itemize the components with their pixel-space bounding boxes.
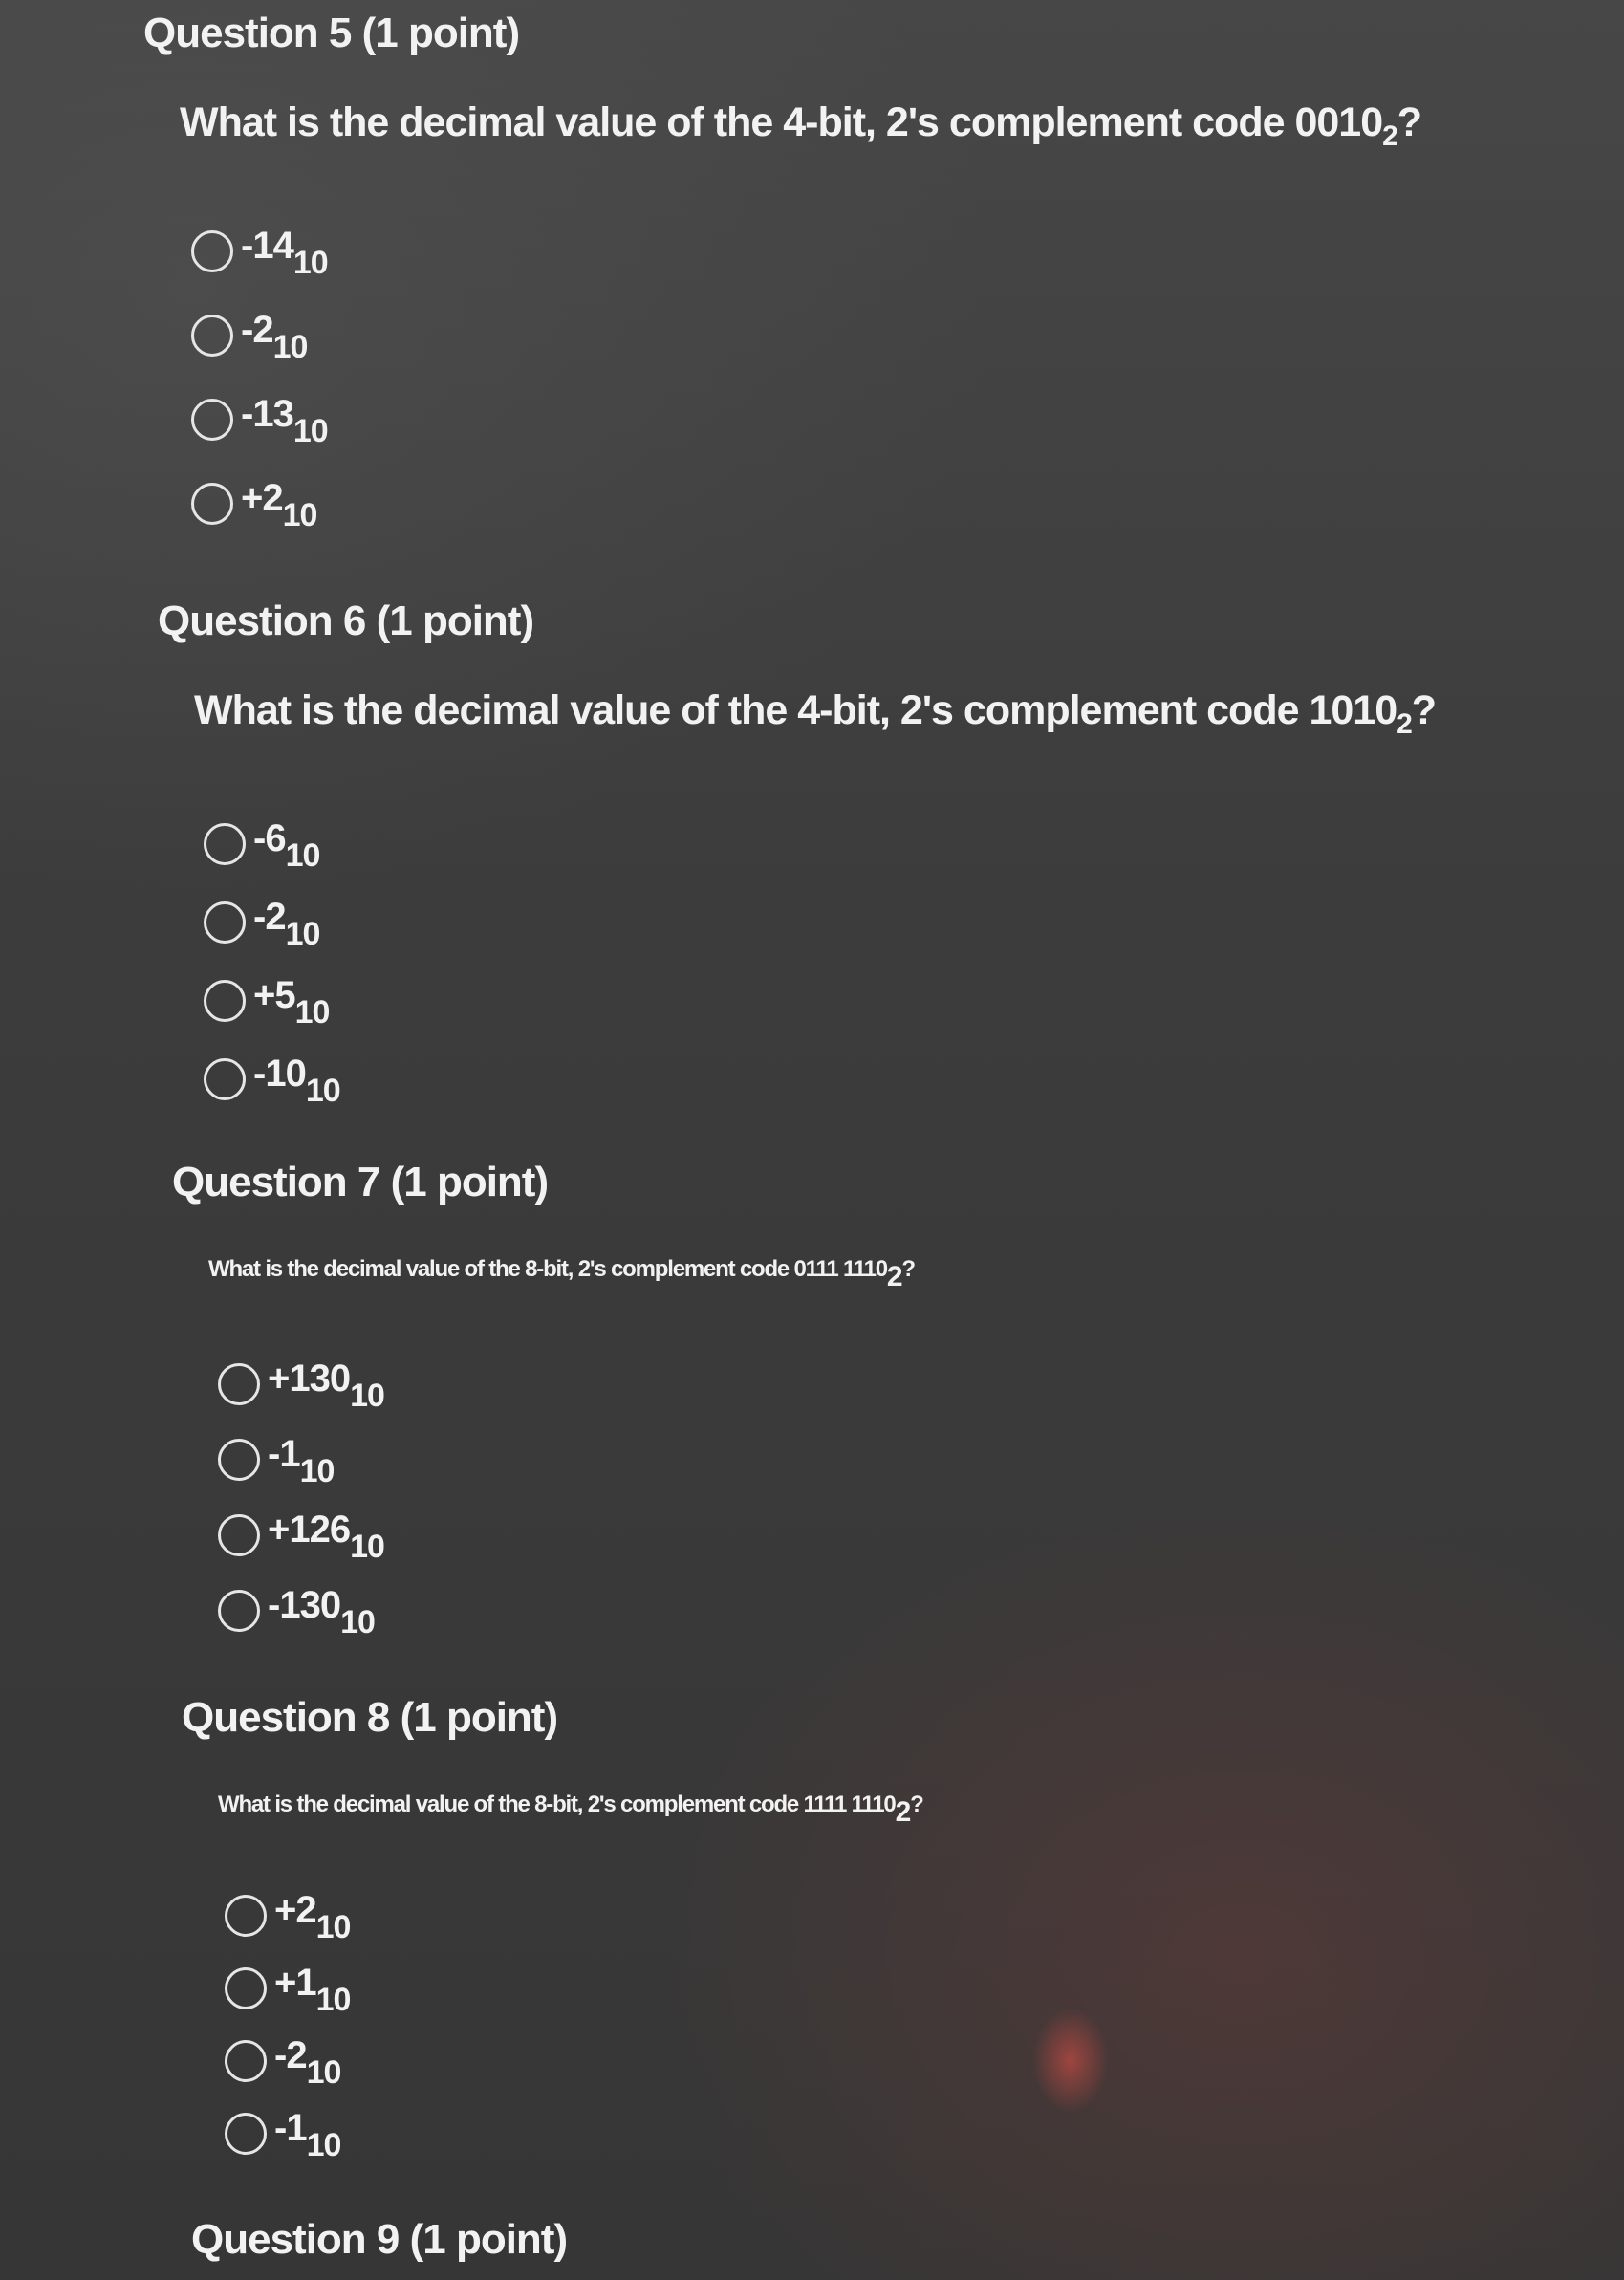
option-label: $+126_{10}$ xyxy=(268,1508,384,1565)
option-label: $+5_{10}$ xyxy=(253,974,330,1031)
answer-option[interactable] xyxy=(225,1874,923,1946)
option-label: $-1_{10}$ xyxy=(268,1432,335,1489)
prompt-base: 2 xyxy=(886,1261,902,1292)
radio-button[interactable] xyxy=(191,315,233,357)
radio-button[interactable] xyxy=(225,1967,267,2009)
option-label: $-2_{10}$ xyxy=(274,2034,341,2091)
prompt-text: What is the decimal value of the 8-bit, 2's complement code 1111 1110 xyxy=(218,1791,896,1817)
option-label: $-10_{10}$ xyxy=(253,1053,340,1109)
answer-option[interactable] xyxy=(191,204,1421,288)
answer-option[interactable] xyxy=(204,956,1436,1034)
option-label: $-2_{10}$ xyxy=(253,896,320,952)
question-title: Question 7 (1 point) xyxy=(172,1159,549,1205)
radio-button[interactable] xyxy=(204,901,246,944)
prompt-end: ? xyxy=(901,1256,915,1282)
radio-button[interactable] xyxy=(218,1439,260,1481)
option-label: $+2_{10}$ xyxy=(274,1889,351,1945)
question-8 xyxy=(182,1694,923,2164)
answer-option[interactable] xyxy=(218,1416,915,1491)
question-title: Question 8 (1 point) xyxy=(182,1694,558,1741)
prompt-end: ? xyxy=(1411,687,1437,733)
option-label: $-13_{10}$ xyxy=(241,393,328,449)
radio-button[interactable] xyxy=(204,980,246,1022)
question-prompt xyxy=(180,99,1422,152)
answer-options xyxy=(204,799,1436,1113)
answer-option[interactable] xyxy=(191,456,1421,540)
prompt-base: 2 xyxy=(895,1796,911,1828)
question-title: Question 5 (1 point) xyxy=(143,10,520,56)
prompt-text: What is the decimal value of the 4-bit, 2's complement code 1010 xyxy=(194,687,1397,733)
radio-button[interactable] xyxy=(191,483,233,525)
radio-button[interactable] xyxy=(204,823,246,865)
question-5 xyxy=(143,10,1421,540)
answer-options xyxy=(225,1874,923,2164)
option-label: $-6_{10}$ xyxy=(253,817,320,874)
answer-options xyxy=(218,1340,915,1642)
answer-option[interactable] xyxy=(218,1567,915,1642)
option-label: $-14_{10}$ xyxy=(241,225,328,281)
option-label: $-1_{10}$ xyxy=(274,2107,341,2163)
question-6 xyxy=(158,597,1436,1113)
radio-button[interactable] xyxy=(218,1363,260,1405)
radio-button[interactable] xyxy=(191,230,233,272)
option-label: $+1_{10}$ xyxy=(274,1962,351,2018)
prompt-base: 2 xyxy=(1397,708,1412,740)
radio-button[interactable] xyxy=(191,399,233,441)
radio-button[interactable] xyxy=(225,1895,267,1937)
answer-option[interactable] xyxy=(218,1340,915,1416)
answer-options xyxy=(191,204,1421,540)
question-title: Question 9 (1 point) xyxy=(191,2216,568,2263)
prompt-text: What is the decimal value of the 4-bit, 2's complement code 0010 xyxy=(180,99,1383,145)
radio-button[interactable] xyxy=(225,2040,267,2082)
answer-option[interactable] xyxy=(204,878,1436,956)
radio-button[interactable] xyxy=(218,1590,260,1632)
prompt-end: ? xyxy=(910,1791,923,1817)
answer-option[interactable] xyxy=(204,799,1436,878)
question-title: Question 6 (1 point) xyxy=(158,597,534,644)
prompt-end: ? xyxy=(1397,99,1422,145)
option-label: $+2_{10}$ xyxy=(241,477,317,533)
radio-button[interactable] xyxy=(225,2113,267,2155)
question-prompt xyxy=(208,1256,915,1292)
answer-option[interactable] xyxy=(218,1491,915,1567)
prompt-base: 2 xyxy=(1382,120,1397,152)
answer-option[interactable] xyxy=(204,1034,1436,1113)
option-label: $-2_{10}$ xyxy=(241,309,308,365)
prompt-text: What is the decimal value of the 8-bit, 2's complement code 0111 1110 xyxy=(208,1256,887,1282)
radio-button[interactable] xyxy=(218,1514,260,1556)
screen-glare xyxy=(1032,2008,1109,2113)
question-7 xyxy=(172,1159,915,1642)
question-prompt xyxy=(194,687,1437,740)
answer-option[interactable] xyxy=(191,372,1421,456)
answer-option[interactable] xyxy=(225,2019,923,2092)
answer-option[interactable] xyxy=(191,288,1421,372)
option-label: $+130_{10}$ xyxy=(268,1357,384,1414)
question-9 xyxy=(191,2216,567,2264)
option-label: $-130_{10}$ xyxy=(268,1583,375,1640)
radio-button[interactable] xyxy=(204,1058,246,1100)
answer-option[interactable] xyxy=(225,1946,923,2019)
answer-option[interactable] xyxy=(225,2092,923,2164)
question-prompt xyxy=(218,1791,923,1828)
